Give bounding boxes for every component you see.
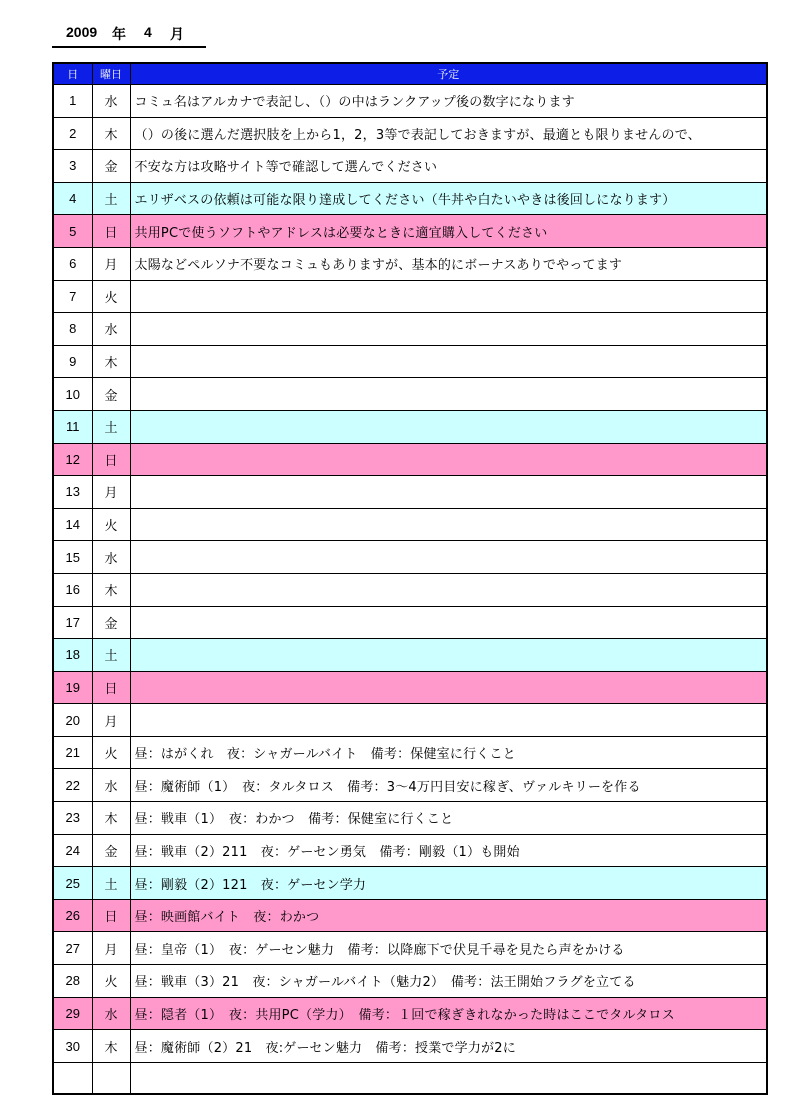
plan-cell: コミュ名はアルカナで表記し、（）の中はランクアップ後の数字になります: [130, 85, 767, 118]
weekday-cell: 木: [92, 117, 130, 150]
plan-cell: [130, 508, 767, 541]
table-row: [53, 639, 767, 672]
day-cell: 5: [53, 215, 92, 248]
weekday-cell: 水: [92, 769, 130, 802]
day-cell: 12: [53, 443, 92, 476]
day-cell: 30: [53, 1030, 92, 1063]
plan-cell: （）の後に選んだ選択肢を上から1，2，3等で表記しておきますが、最適とも限りませんので、: [130, 117, 767, 150]
table-row: [53, 932, 767, 965]
empty-row: [53, 1062, 767, 1094]
weekday-cell: 金: [92, 606, 130, 639]
weekday-cell: 木: [92, 802, 130, 835]
weekday-cell: 火: [92, 280, 130, 313]
day-cell: 18: [53, 639, 92, 672]
day-cell: 17: [53, 606, 92, 639]
day-cell: 14: [53, 508, 92, 541]
day-cell: 2: [53, 117, 92, 150]
plan-cell: 昼：戦車（1） 夜：わかつ 備考：保健室に行くこと: [130, 802, 767, 835]
table-row: [53, 769, 767, 802]
weekday-cell: 日: [92, 443, 130, 476]
weekday-cell: 金: [92, 834, 130, 867]
plan-cell: [130, 476, 767, 509]
plan-cell: [130, 639, 767, 672]
table-row: [53, 247, 767, 280]
header-month-suffix: 月: [170, 26, 184, 42]
day-cell: 4: [53, 182, 92, 215]
table-row: [53, 378, 767, 411]
plan-cell: [130, 345, 767, 378]
column-header-day: 日: [53, 63, 92, 85]
day-cell: 22: [53, 769, 92, 802]
table-row: [53, 508, 767, 541]
day-cell: 1: [53, 85, 92, 118]
table-row: [53, 867, 767, 900]
table-row: [53, 85, 767, 118]
plan-cell: [130, 606, 767, 639]
plan-cell: [130, 313, 767, 346]
plan-cell: 昼：魔術師（1） 夜：タルタロス 備考：3〜4万円目安に稼ぎ、ヴァルキリーを作る: [130, 769, 767, 802]
table-header-row: [53, 63, 767, 85]
weekday-cell: 月: [92, 476, 130, 509]
plan-cell: 不安な方は攻略サイト等で確認して選んでください: [130, 150, 767, 183]
plan-cell: 昼：戦車（3）21 夜：シャガールバイト（魅力2） 備考：法王開始フラグを立てる: [130, 965, 767, 998]
weekday-cell: 月: [92, 247, 130, 280]
day-cell: 19: [53, 671, 92, 704]
weekday-cell: 金: [92, 378, 130, 411]
day-cell: 25: [53, 867, 92, 900]
weekday-cell: 土: [92, 867, 130, 900]
table-row: [53, 606, 767, 639]
empty-cell: [130, 1062, 767, 1094]
plan-cell: 太陽などペルソナ不要なコミュもありますが、基本的にボーナスありでやってます: [130, 247, 767, 280]
plan-cell: 共用PCで使うソフトやアドレスは必要なときに適宜購入してください: [130, 215, 767, 248]
day-cell: 6: [53, 247, 92, 280]
weekday-cell: 火: [92, 508, 130, 541]
plan-cell: [130, 280, 767, 313]
weekday-cell: 土: [92, 639, 130, 672]
plan-cell: 昼：隠者（1） 夜：共用PC（学力） 備考：１回で稼ぎきれなかった時はここでタルタロス: [130, 997, 767, 1030]
weekday-cell: 土: [92, 410, 130, 443]
table-row: [53, 443, 767, 476]
plan-cell: 昼：はがくれ 夜：シャガールバイト 備考：保健室に行くこと: [130, 736, 767, 769]
table-row: [53, 573, 767, 606]
day-cell: 11: [53, 410, 92, 443]
table-row: [53, 215, 767, 248]
table-row: [53, 802, 767, 835]
column-header-weekday: 曜日: [92, 63, 130, 85]
table-row: [53, 671, 767, 704]
day-cell: 23: [53, 802, 92, 835]
schedule-table: [52, 62, 768, 1095]
weekday-cell: 火: [92, 736, 130, 769]
table-row: [53, 899, 767, 932]
weekday-cell: 木: [92, 345, 130, 378]
day-cell: 9: [53, 345, 92, 378]
day-cell: 26: [53, 899, 92, 932]
month-header: [52, 20, 206, 48]
table-row: [53, 476, 767, 509]
day-cell: 24: [53, 834, 92, 867]
weekday-cell: 木: [92, 1030, 130, 1063]
weekday-cell: 水: [92, 313, 130, 346]
plan-cell: エリザベスの依頼は可能な限り達成してください（牛丼や白たいやきは後回しになります）: [130, 182, 767, 215]
plan-cell: 昼：戦車（2）211 夜：ゲーセン勇気 備考：剛毅（1）も開始: [130, 834, 767, 867]
table-row: [53, 182, 767, 215]
header-year-suffix: 年: [112, 26, 126, 42]
header-year: 2009: [66, 24, 98, 40]
day-cell: 15: [53, 541, 92, 574]
weekday-cell: 水: [92, 85, 130, 118]
header-month: 4: [144, 24, 152, 40]
table-row: [53, 736, 767, 769]
plan-cell: [130, 541, 767, 574]
day-cell: 28: [53, 965, 92, 998]
plan-cell: [130, 704, 767, 737]
day-cell: 13: [53, 476, 92, 509]
day-cell: 3: [53, 150, 92, 183]
table-row: [53, 345, 767, 378]
weekday-cell: 月: [92, 704, 130, 737]
weekday-cell: 日: [92, 671, 130, 704]
weekday-cell: 木: [92, 573, 130, 606]
table-row: [53, 410, 767, 443]
weekday-cell: 月: [92, 932, 130, 965]
day-cell: 10: [53, 378, 92, 411]
weekday-cell: 土: [92, 182, 130, 215]
column-header-plan: 予定: [130, 63, 767, 85]
day-cell: 27: [53, 932, 92, 965]
weekday-cell: 水: [92, 541, 130, 574]
day-cell: 7: [53, 280, 92, 313]
schedule-body: [53, 85, 767, 1094]
weekday-cell: 水: [92, 997, 130, 1030]
weekday-cell: 日: [92, 899, 130, 932]
plan-cell: [130, 671, 767, 704]
table-row: [53, 280, 767, 313]
day-cell: 21: [53, 736, 92, 769]
weekday-cell: 金: [92, 150, 130, 183]
day-cell: 8: [53, 313, 92, 346]
day-cell: 16: [53, 573, 92, 606]
empty-cell: [92, 1062, 130, 1094]
plan-cell: 昼：魔術師（2）21 夜:ゲーセン魅力 備考：授業で学力が2に: [130, 1030, 767, 1063]
table-row: [53, 965, 767, 998]
table-row: [53, 834, 767, 867]
table-row: [53, 313, 767, 346]
weekday-cell: 日: [92, 215, 130, 248]
plan-cell: [130, 443, 767, 476]
day-cell: 29: [53, 997, 92, 1030]
plan-cell: 昼：剛毅（2）121 夜：ゲーセン学力: [130, 867, 767, 900]
plan-cell: [130, 378, 767, 411]
day-cell: 20: [53, 704, 92, 737]
table-row: [53, 117, 767, 150]
plan-cell: 昼：皇帝（1） 夜：ゲーセン魅力 備考：以降廊下で伏見千尋を見たら声をかける: [130, 932, 767, 965]
empty-cell: [53, 1062, 92, 1094]
table-row: [53, 150, 767, 183]
table-row: [53, 997, 767, 1030]
table-row: [53, 541, 767, 574]
weekday-cell: 火: [92, 965, 130, 998]
plan-cell: 昼：映画館バイト 夜：わかつ: [130, 899, 767, 932]
plan-cell: [130, 573, 767, 606]
table-row: [53, 704, 767, 737]
table-row: [53, 1030, 767, 1063]
plan-cell: [130, 410, 767, 443]
